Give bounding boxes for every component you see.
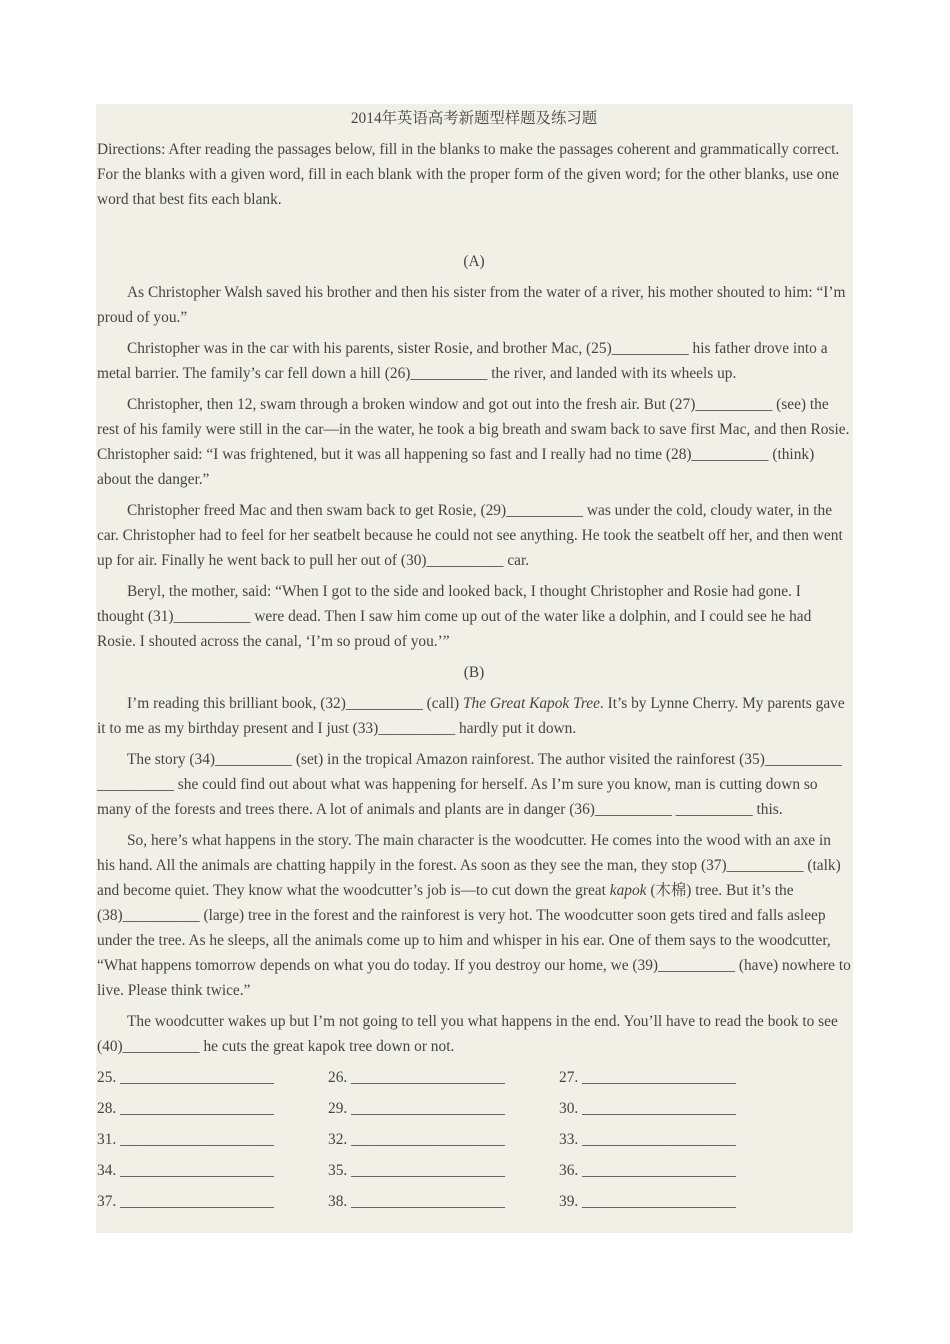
answer-blank-39[interactable]: 39. ____________________: [559, 1193, 736, 1210]
directions: Directions: After reading the passages below, fill in the blanks to make the passages coherent and grammatically correct. For the blanks with a given word, fill in each blank with the proper form of the given word; for the other blanks, use one word that best fits each blank.: [97, 141, 840, 208]
answer-blank-35[interactable]: 35. ____________________: [328, 1162, 505, 1179]
section-a-label: (A): [463, 253, 485, 270]
answer-blank-30[interactable]: 30. ____________________: [559, 1100, 736, 1117]
passage-b-paragraph-3: [97, 828, 851, 1003]
kapok-word: kapok: [609, 882, 647, 899]
answer-blank-38[interactable]: 38. ____________________: [328, 1193, 505, 1210]
answer-row: [97, 1096, 851, 1127]
answer-blank-25[interactable]: 25. ____________________: [97, 1069, 274, 1086]
answer-blank-29[interactable]: 29. ____________________: [328, 1100, 505, 1117]
answer-blank-27[interactable]: 27. ____________________: [559, 1069, 736, 1086]
answer-row: [97, 1158, 851, 1189]
page-title: 2014年英语高考新题型样题及练习题: [350, 110, 598, 127]
passage-a-paragraph-2: Christopher was in the car with his parents, sister Rosie, and brother Mac, (25)__________ his father drove into a metal barrier. The family’s car fell down a hill (26)__________ the river, and landed with its wheels up.: [97, 340, 828, 382]
answer-blank-37[interactable]: 37. ____________________: [97, 1193, 274, 1210]
book-title: The Great Kapok Tree: [462, 695, 600, 712]
passage-a-paragraph-4: Christopher freed Mac and then swam back to get Rosie, (29)__________ was under the cold, cloudy water, in the car. Christopher had to feel for her seatbelt because he could not see anything. He took the seatbelt off her, and then went up for air. Finally he went back to pull her out of (30)__________ car.: [97, 502, 843, 569]
passage-b-p3-before: So, here’s what happens in the story. The main character is the woodcutter. He comes into the wood with an axe in his hand. All the animals are chatting happily in the forest. As soon as they see the man, they stop (37)__________ (talk) and become quiet. They know what the woodcutter’s job is—to cut down the great: [97, 832, 841, 899]
passage-b-paragraph-4: The woodcutter wakes up but I’m not going to tell you what happens in the end. You’ll have to read the book to see (40)__________ he cuts the great kapok tree down or not.: [97, 1013, 838, 1055]
passage-b-paragraph-1: [97, 691, 851, 741]
passage-b-p1-before: I’m reading this brilliant book, (32)__________ (call): [127, 695, 463, 712]
answer-row: [97, 1189, 851, 1220]
passage-a-paragraph-1: As Christopher Walsh saved his brother and then his sister from the water of a river, his mother shouted to him: “I’m proud of you.”: [97, 284, 846, 326]
answer-blank-33[interactable]: 33. ____________________: [559, 1131, 736, 1148]
answer-sheet: [97, 1065, 851, 1220]
passage-a-paragraph-5: Beryl, the mother, said: “When I got to the side and looked back, I thought Christopher and Rosie had gone. I thought (31)__________ were dead. Then I saw him come up out of the water like a dolphin, and I could see he had Rosie. I shouted across the canal, ‘I’m so proud of you.’”: [97, 583, 812, 650]
answer-blank-26[interactable]: 26. ____________________: [328, 1069, 505, 1086]
passage-b-paragraph-2: The story (34)__________ (set) in the tropical Amazon rainforest. The author visited the rainforest (35)__________ __________ she could find out about what was happening for herself. As I’m sure you know, man is cutting down so many of the forests and trees there. A lot of animals and plants are in danger (36)__________ __________ this.: [97, 751, 842, 818]
worksheet: [96, 104, 853, 1233]
passage-b-p1-after: . It’s by Lynne Cherry. My parents gave it to me as my birthday present and I just (33)__________ hardly put it down.: [97, 695, 845, 737]
answer-blank-36[interactable]: 36. ____________________: [559, 1162, 736, 1179]
section-b-label: (B): [463, 664, 485, 681]
passage-a-paragraph-3: Christopher, then 12, swam through a broken window and got out into the fresh air. But (27)__________ (see) the rest of his family were still in the car—in the water, he took a big breath and swam back to save first Mac, and then Rosie. Christopher said: “I was frightened, but it was all happening so fast and I really had no time (28)__________ (think) about the danger.”: [97, 396, 850, 488]
answer-row: [97, 1127, 851, 1158]
answer-blank-31[interactable]: 31. ____________________: [97, 1131, 274, 1148]
passage-b-p3-after: (木棉) tree. But it’s the (38)__________ (large) tree in the forest and the rainforest is very hot. The woodcutter soon gets tired and falls asleep under the tree. As he sleeps, all the animals come up to him and whisper in his ear. One of them says to the woodcutter, “What happens tomorrow depends on what you do today. If you destroy our home, we (39)__________ (have) nowhere to live. Please think twice.”: [97, 882, 851, 999]
answer-blank-32[interactable]: 32. ____________________: [328, 1131, 505, 1148]
answer-blank-34[interactable]: 34. ____________________: [97, 1162, 274, 1179]
answer-blank-28[interactable]: 28. ____________________: [97, 1100, 274, 1117]
answer-row: [97, 1065, 851, 1096]
